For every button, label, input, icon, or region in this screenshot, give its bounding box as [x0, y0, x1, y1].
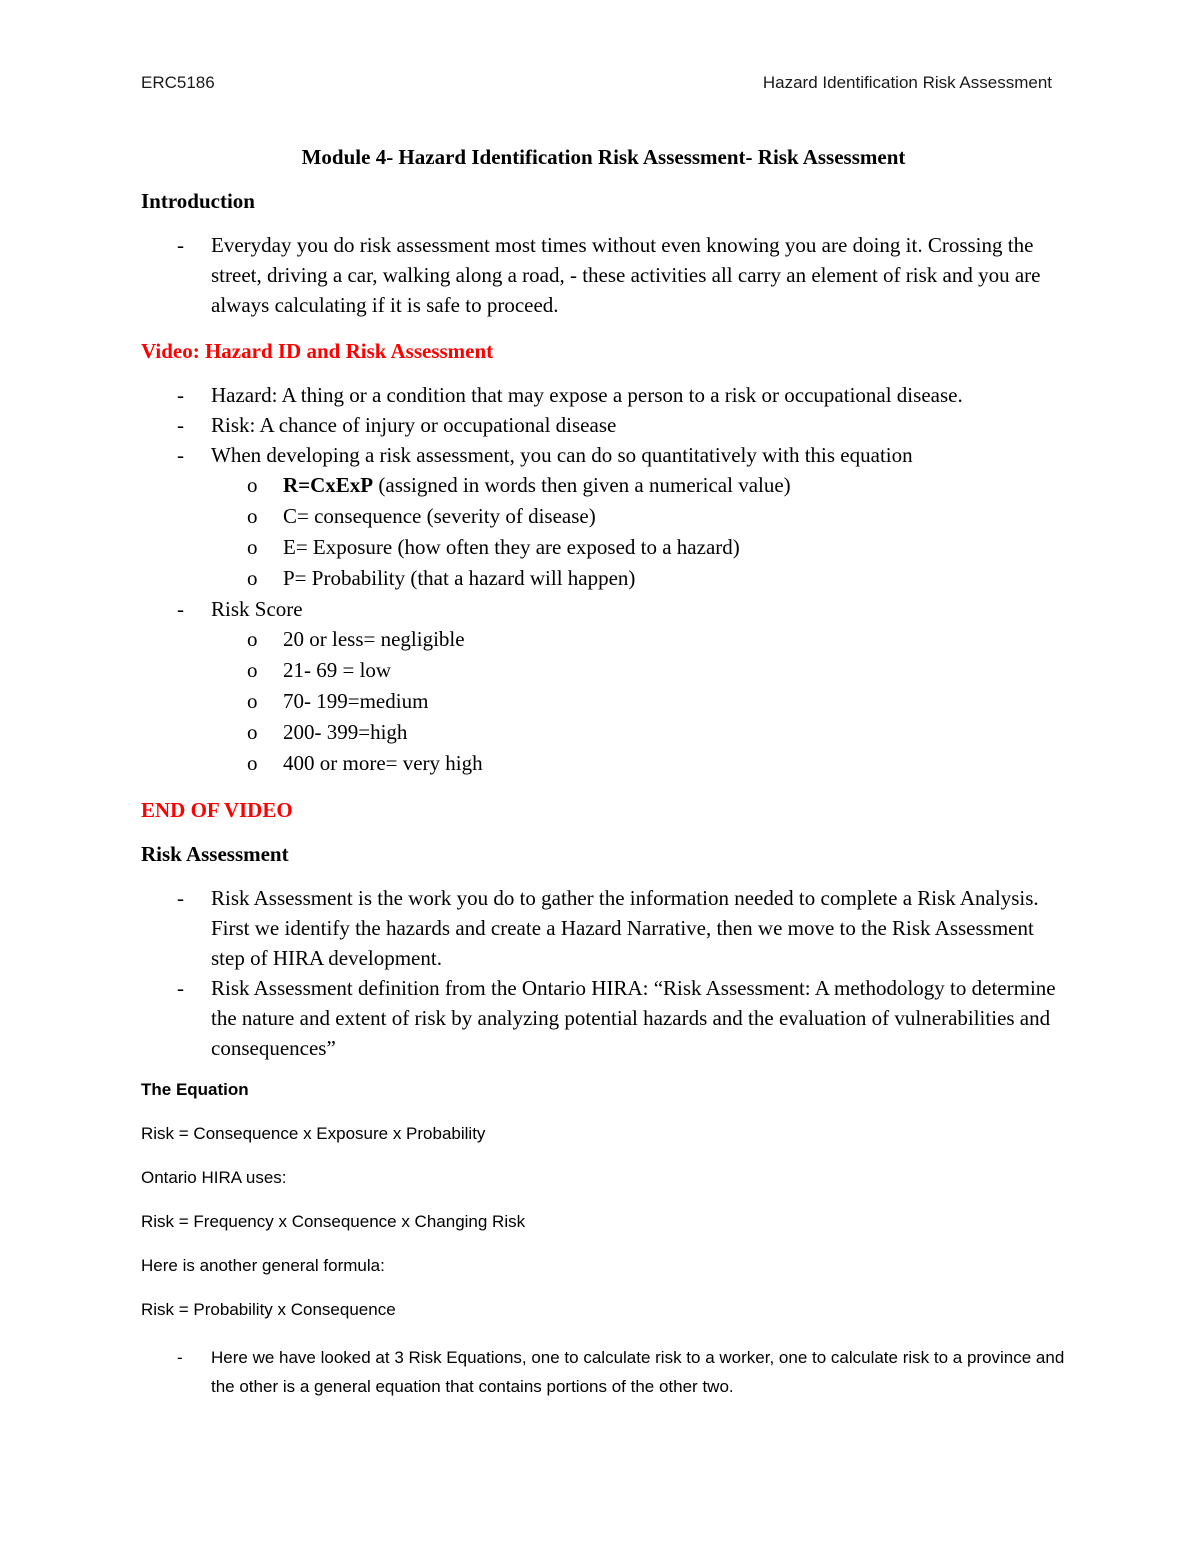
list-item	[141, 230, 1066, 320]
ontario-label: Ontario HIRA uses:	[141, 1168, 287, 1187]
sublist-item-text: 20 or less= negligible	[283, 627, 465, 651]
risk-assessment-heading: Risk Assessment	[141, 842, 289, 866]
dash-bullet: -	[177, 886, 184, 910]
circle-bullet: o	[247, 627, 258, 651]
video-list	[141, 380, 1066, 779]
video-heading: Video: Hazard ID and Risk Assessment	[141, 339, 494, 363]
circle-bullet: o	[247, 473, 258, 497]
circle-bullet: o	[247, 689, 258, 713]
sublist-item-text: C= consequence (severity of disease)	[283, 504, 596, 528]
equation-sublist	[211, 470, 1066, 594]
list-item	[141, 883, 1066, 973]
circle-bullet: o	[247, 751, 258, 775]
page-title: Module 4- Hazard Identification Risk Assessment- Risk Assessment	[301, 145, 906, 169]
equation-note: (assigned in words then given a numerical value)	[373, 473, 791, 497]
equation-heading: The Equation	[141, 1080, 249, 1099]
sublist-item-text: E= Exposure (how often they are exposed to a hazard)	[283, 535, 740, 559]
dash-bullet: -	[177, 597, 184, 621]
circle-bullet: o	[247, 566, 258, 590]
dash-bullet: -	[177, 443, 184, 467]
sublist-item-text: 21- 69 = low	[283, 658, 392, 682]
dash-bullet: -	[177, 1348, 183, 1367]
sublist-item	[211, 532, 1066, 563]
equation-general: Risk = Probability x Consequence	[141, 1300, 396, 1319]
list-item	[141, 440, 1066, 594]
sublist-item-text: 70- 199=medium	[283, 689, 429, 713]
list-item-text: Risk Assessment is the work you do to gather the information needed to complete a Risk Analysis. First we identify the hazards and create a Hazard Narrative, then we move to the Risk Assessment step of HIRA development.	[211, 886, 1039, 970]
sublist-item	[211, 748, 1066, 779]
sublist-item	[211, 470, 1066, 501]
sublist-item-text: 200- 399=high	[283, 720, 408, 744]
circle-bullet: o	[247, 535, 258, 559]
circle-bullet: o	[247, 504, 258, 528]
sublist-item-text: P= Probability (that a hazard will happen)	[283, 566, 636, 590]
circle-bullet: o	[247, 720, 258, 744]
sublist-item	[211, 501, 1066, 532]
risk-assessment-list	[141, 883, 1066, 1063]
dash-bullet: -	[177, 233, 184, 257]
list-item	[141, 380, 1066, 410]
list-item	[141, 410, 1066, 440]
list-item-text: Everyday you do risk assessment most times without even knowing you are doing it. Crossing the street, driving a car, walking along a road, - these activities all carry an element of risk and you are always calculating if it is safe to proceed.	[211, 233, 1041, 317]
end-of-video-heading: END OF VIDEO	[141, 798, 293, 822]
list-item-text: Risk: A chance of injury or occupational disease	[211, 413, 617, 437]
list-item-text: When developing a risk assessment, you can do so quantitatively with this equation	[211, 443, 913, 467]
list-item-text: Risk Score	[211, 597, 303, 621]
list-item	[141, 1343, 1066, 1401]
list-item-text: Here we have looked at 3 Risk Equations, one to calculate risk to a worker, one to calculate risk to a province and the other is a general equation that contains portions of the other two.	[211, 1348, 1065, 1396]
equation-bold: R=CxExP	[283, 473, 374, 497]
header-course-code: ERC5186	[141, 73, 215, 92]
sublist-item	[211, 624, 1066, 655]
circle-bullet: o	[247, 658, 258, 682]
sublist-item	[211, 686, 1066, 717]
header-document-title: Hazard Identification Risk Assessment	[762, 73, 1052, 92]
equation-worker: Risk = Consequence x Exposure x Probability	[141, 1124, 486, 1143]
intro-list	[141, 230, 1066, 320]
equation-summary-list	[141, 1343, 1066, 1401]
sublist-item	[211, 655, 1066, 686]
sublist-item	[211, 717, 1066, 748]
sublist-item	[211, 563, 1066, 594]
dash-bullet: -	[177, 976, 184, 1000]
document-body	[141, 142, 1066, 1417]
intro-heading: Introduction	[141, 189, 255, 213]
equation-ontario: Risk = Frequency x Consequence x Changing Risk	[141, 1212, 526, 1231]
list-item	[141, 973, 1066, 1063]
list-item-text: Risk Assessment definition from the Ontario HIRA: “Risk Assessment: A methodology to determine the nature and extent of risk by analyzing potential hazards and the evaluation of vulnerabilities and consequences”	[211, 976, 1056, 1060]
sublist-item-text: 400 or more= very high	[283, 751, 483, 775]
dash-bullet: -	[177, 413, 184, 437]
general-label: Here is another general formula:	[141, 1256, 385, 1275]
list-item	[141, 594, 1066, 779]
list-item-text: Hazard: A thing or a condition that may expose a person to a risk or occupational disease.	[211, 383, 963, 407]
dash-bullet: -	[177, 383, 184, 407]
risk-score-sublist	[211, 624, 1066, 779]
